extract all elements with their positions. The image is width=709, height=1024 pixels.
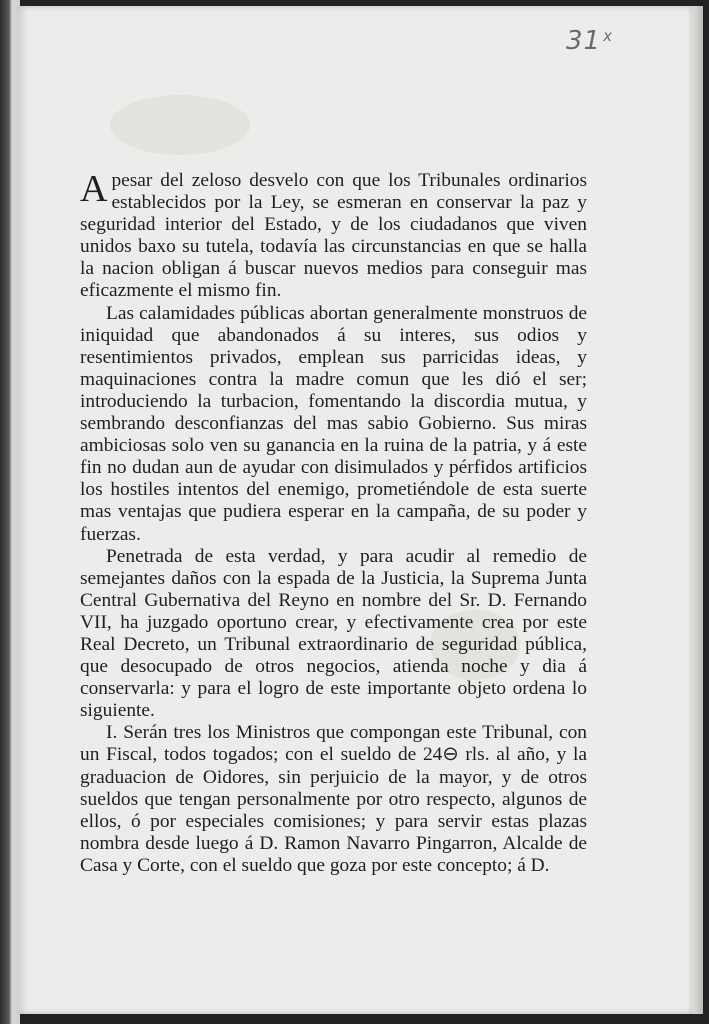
paragraph-opening [80,170,587,303]
paragraph-article-one: I. Serán tres los Ministros que compongan este Tribunal, con un Fiscal, todos togados; con el sueldo de 24⊖ rls. al año, y la graduacion de Oidores, sin perjuicio de la mayor, y de otros sueldos que tengan personalmente por otro respecto, algunos de ellos, ó por especiales comisiones; y para servir estas plazas nombra desde luego á D. Ramon Navarro Pingarron, Alcalde de Casa y Corte, con el sueldo que goza por este concepto; á D. [80,722,587,876]
paragraph-text: pesar del zeloso desvelo con que los Tribunales ordinarios establecidos por la Ley, se esmeran en conservar la paz y seguridad interior del Estado, y de los ciudadanos que viven unidos baxo su tutela, todavía las circunstancias en que se halla la nacion obligan á buscar nuevos medios para conseguir mas eficazmente el mismo fin. [80,170,587,302]
page-edge [693,6,703,1014]
folio-digits: 31 [566,26,602,56]
paper-stain [110,95,250,155]
initial-letter: A [80,168,108,210]
paragraph-calamidades: Las calamidades públicas abortan generalmente monstruos de iniquidad que abandonados á su interes, sus odios y resentimientos privados, emplean sus parricidas ideas, y maquinaciones contra la madre comun que les dió el ser; introduciendo la turbacion, fomentando la discordia mutua, y sembrando desconfianzas del mas sabio Gobierno. Sus miras ambiciosas solo ven su ganancia en la ruina de la patria, y á este fin no dudan aun de ayudar con disimulados y pérfidos artificios los hostiles intentos del enemigo, prometiéndole de esta suerte mas ventajas que pudiera esperar en la campaña, de su poder y fuerzas. [80,302,587,545]
decree-text-block [80,170,587,877]
folio-mark: x [603,27,613,45]
folio-number [566,26,613,56]
paragraph-penetrada: Penetrada de esta verdad, y para acudir al remedio de semejantes daños con la espada de la Justicia, la Suprema Junta Central Gubernativa del Reyno en nombre del Sr. D. Fernando VII, ha juzgado oportuno crear, y efectivamente crea por este Real Decreto, un Tribunal extraordinario de seguridad pública, que desocupado de otros negocios, atienda noche y dia á conservarla: y para el logro de este importante objeto ordena lo siguiente. [80,545,587,722]
